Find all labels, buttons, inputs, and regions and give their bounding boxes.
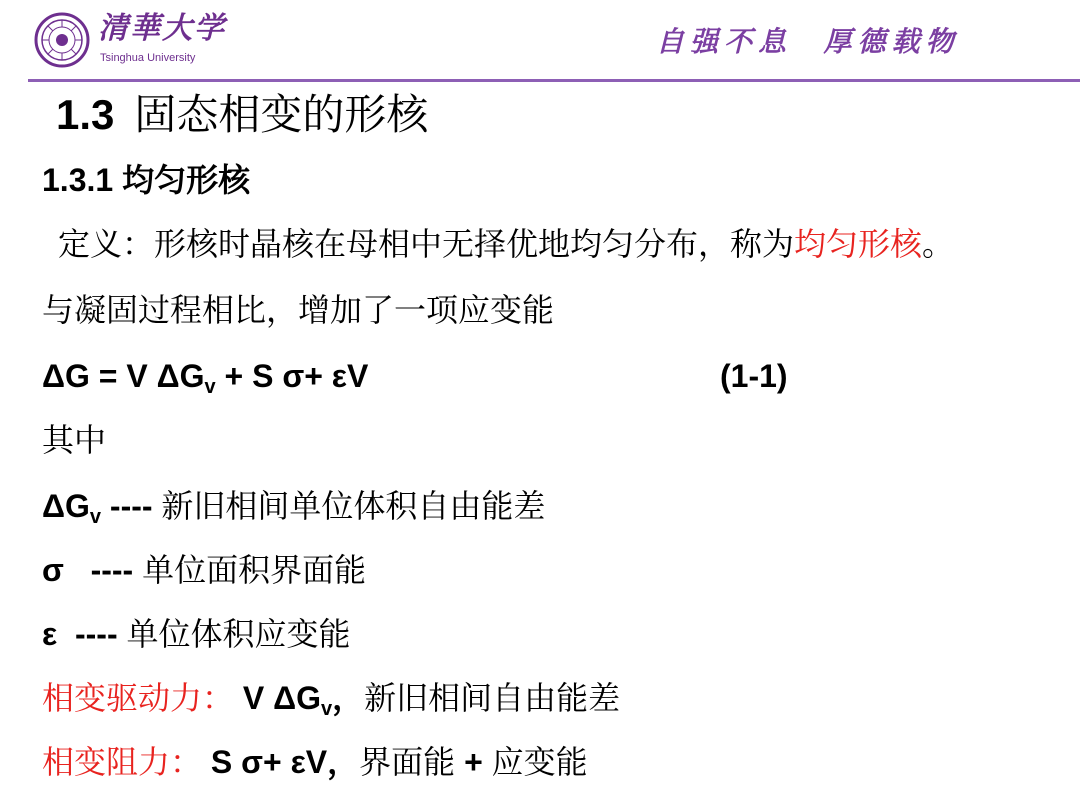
section-number: 1.3 bbox=[56, 91, 115, 138]
term-symbol: σ bbox=[42, 552, 64, 588]
equation-number: (1-1) bbox=[720, 358, 788, 394]
term-row-epsilon bbox=[42, 612, 351, 656]
university-logo-english: Tsinghua University bbox=[100, 52, 196, 64]
resistance-line bbox=[42, 740, 588, 784]
driving-force-formula: V ΔG bbox=[234, 680, 322, 716]
subsection-text: 1.3.1 均匀形核 bbox=[42, 162, 251, 198]
term-row-sigma bbox=[42, 548, 366, 592]
university-motto: 自强不息 厚德载物 bbox=[656, 25, 960, 58]
definition-highlight: 均匀形核 bbox=[794, 225, 923, 263]
equation-line bbox=[42, 354, 368, 398]
resistance-description-a: 界面能 bbox=[359, 743, 456, 781]
equation-part-1: ΔG = V ΔG bbox=[42, 358, 205, 394]
term-description: 新旧相间单位体积自由能差 bbox=[161, 487, 546, 525]
definition-line bbox=[58, 222, 954, 266]
driving-force-description: 新旧相间自由能差 bbox=[364, 679, 621, 717]
driving-force-comma: ， bbox=[332, 680, 365, 716]
university-logo-chinese: 清華大学 bbox=[98, 11, 226, 46]
resistance-plus: + bbox=[455, 744, 492, 780]
term-row-delta-gv bbox=[42, 484, 545, 528]
where-label bbox=[42, 418, 106, 462]
term-subscript: v bbox=[89, 506, 102, 528]
resistance-label: 相变阻力： bbox=[42, 743, 203, 781]
slide-title bbox=[56, 86, 428, 144]
slide-header bbox=[0, 0, 1080, 80]
where-text: 其中 bbox=[42, 421, 107, 459]
definition-suffix: 。 bbox=[922, 225, 955, 263]
driving-force-subscript: v bbox=[321, 698, 333, 720]
equation-subscript: v bbox=[204, 376, 216, 398]
comparison-text: 与凝固过程相比，增加了一项应变能 bbox=[42, 291, 555, 329]
term-dash: ---- bbox=[101, 488, 162, 524]
term-dash: ---- bbox=[57, 616, 127, 652]
section-title-text: 固态相变的形核 bbox=[134, 90, 429, 139]
subsection-heading bbox=[42, 158, 250, 202]
term-description: 单位面积界面能 bbox=[142, 551, 367, 589]
term-dash: ---- bbox=[63, 552, 143, 588]
university-seal-icon bbox=[34, 12, 90, 68]
header-divider bbox=[28, 79, 1080, 82]
comparison-line bbox=[42, 288, 554, 332]
term-symbol: ε bbox=[42, 616, 58, 652]
driving-force-label: 相变驱动力： bbox=[42, 679, 235, 717]
resistance-description-b: 应变能 bbox=[491, 743, 588, 781]
term-symbol: ΔG bbox=[42, 488, 90, 524]
term-description: 单位体积应变能 bbox=[126, 615, 351, 653]
driving-force-line bbox=[42, 676, 620, 720]
equation-part-2: + S σ+ εV bbox=[215, 358, 369, 394]
definition-prefix: 定义：形核时晶核在母相中无择优地均匀分布，称为 bbox=[58, 225, 795, 263]
resistance-formula: S σ+ εV， bbox=[202, 744, 360, 780]
